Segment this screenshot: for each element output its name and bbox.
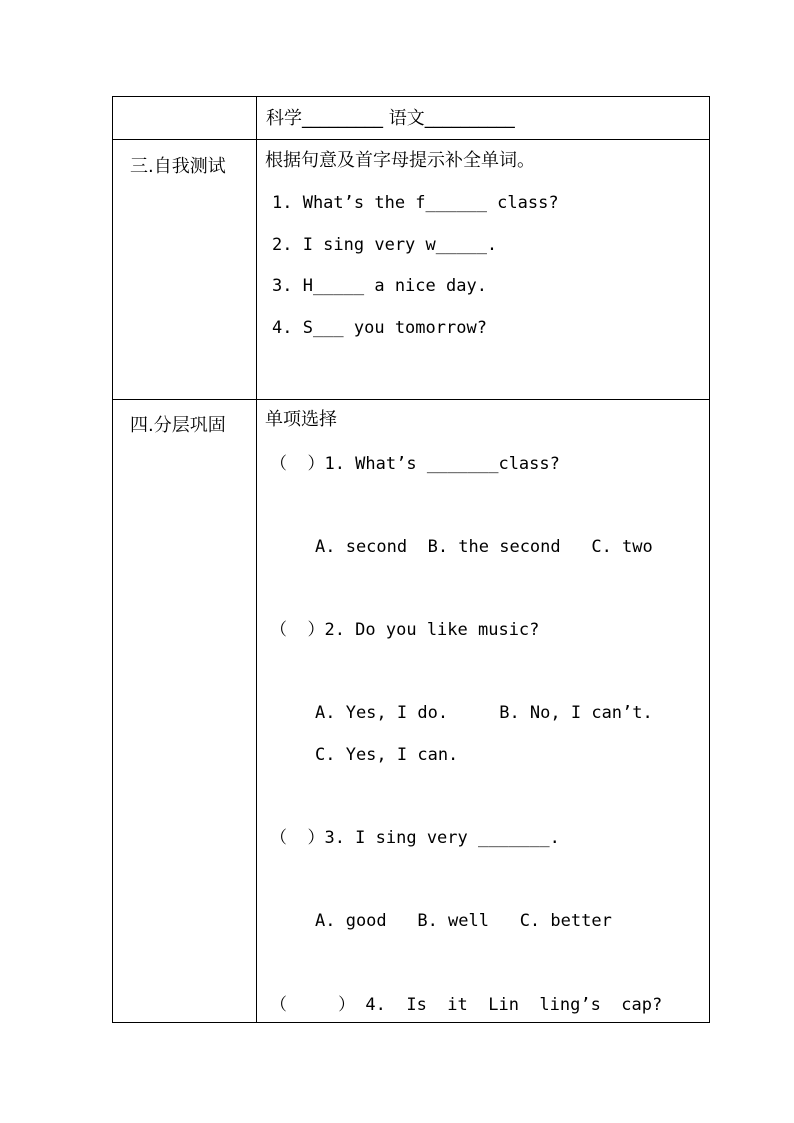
- column-divider: [256, 97, 257, 1022]
- question-2-stem: （ ）2. Do you like music?: [270, 620, 540, 640]
- section-4-label: 四.分层巩固: [130, 415, 226, 436]
- question-3-options: A. good B. well C. better: [315, 911, 612, 931]
- section-4-heading: 单项选择: [265, 409, 337, 430]
- section-3-item-2: 2. I sing very w_____.: [272, 235, 498, 255]
- section-3-item-4: 4. S___ you tomorrow?: [272, 318, 487, 338]
- section-3-item-3: 3. H_____ a nice day.: [272, 276, 487, 296]
- question-1-options: A. second B. the second C. two: [315, 537, 653, 557]
- section-3-item-1: 1. What’s the f______ class?: [272, 193, 559, 213]
- question-3-stem: （ ）3. I sing very _______.: [270, 828, 560, 848]
- section-3-instruction: 根据句意及首字母提示补全单词。: [265, 150, 535, 171]
- question-2-options-line-1: A. Yes, I do. B. No, I can’t.: [315, 703, 653, 723]
- row-divider-1: [113, 139, 709, 140]
- question-2-options-line-2: C. Yes, I can.: [315, 745, 459, 765]
- question-1-stem: （ ）1. What’s _______class?: [270, 454, 560, 474]
- subject-fill-line: 科学_________ 语文__________: [266, 108, 515, 129]
- worksheet-table: [112, 96, 710, 1023]
- row-divider-2: [113, 399, 709, 400]
- section-3-label: 三.自我测试: [130, 156, 226, 177]
- question-4-stem: （ ） 4. Is it Lin ling’s cap?: [270, 995, 663, 1015]
